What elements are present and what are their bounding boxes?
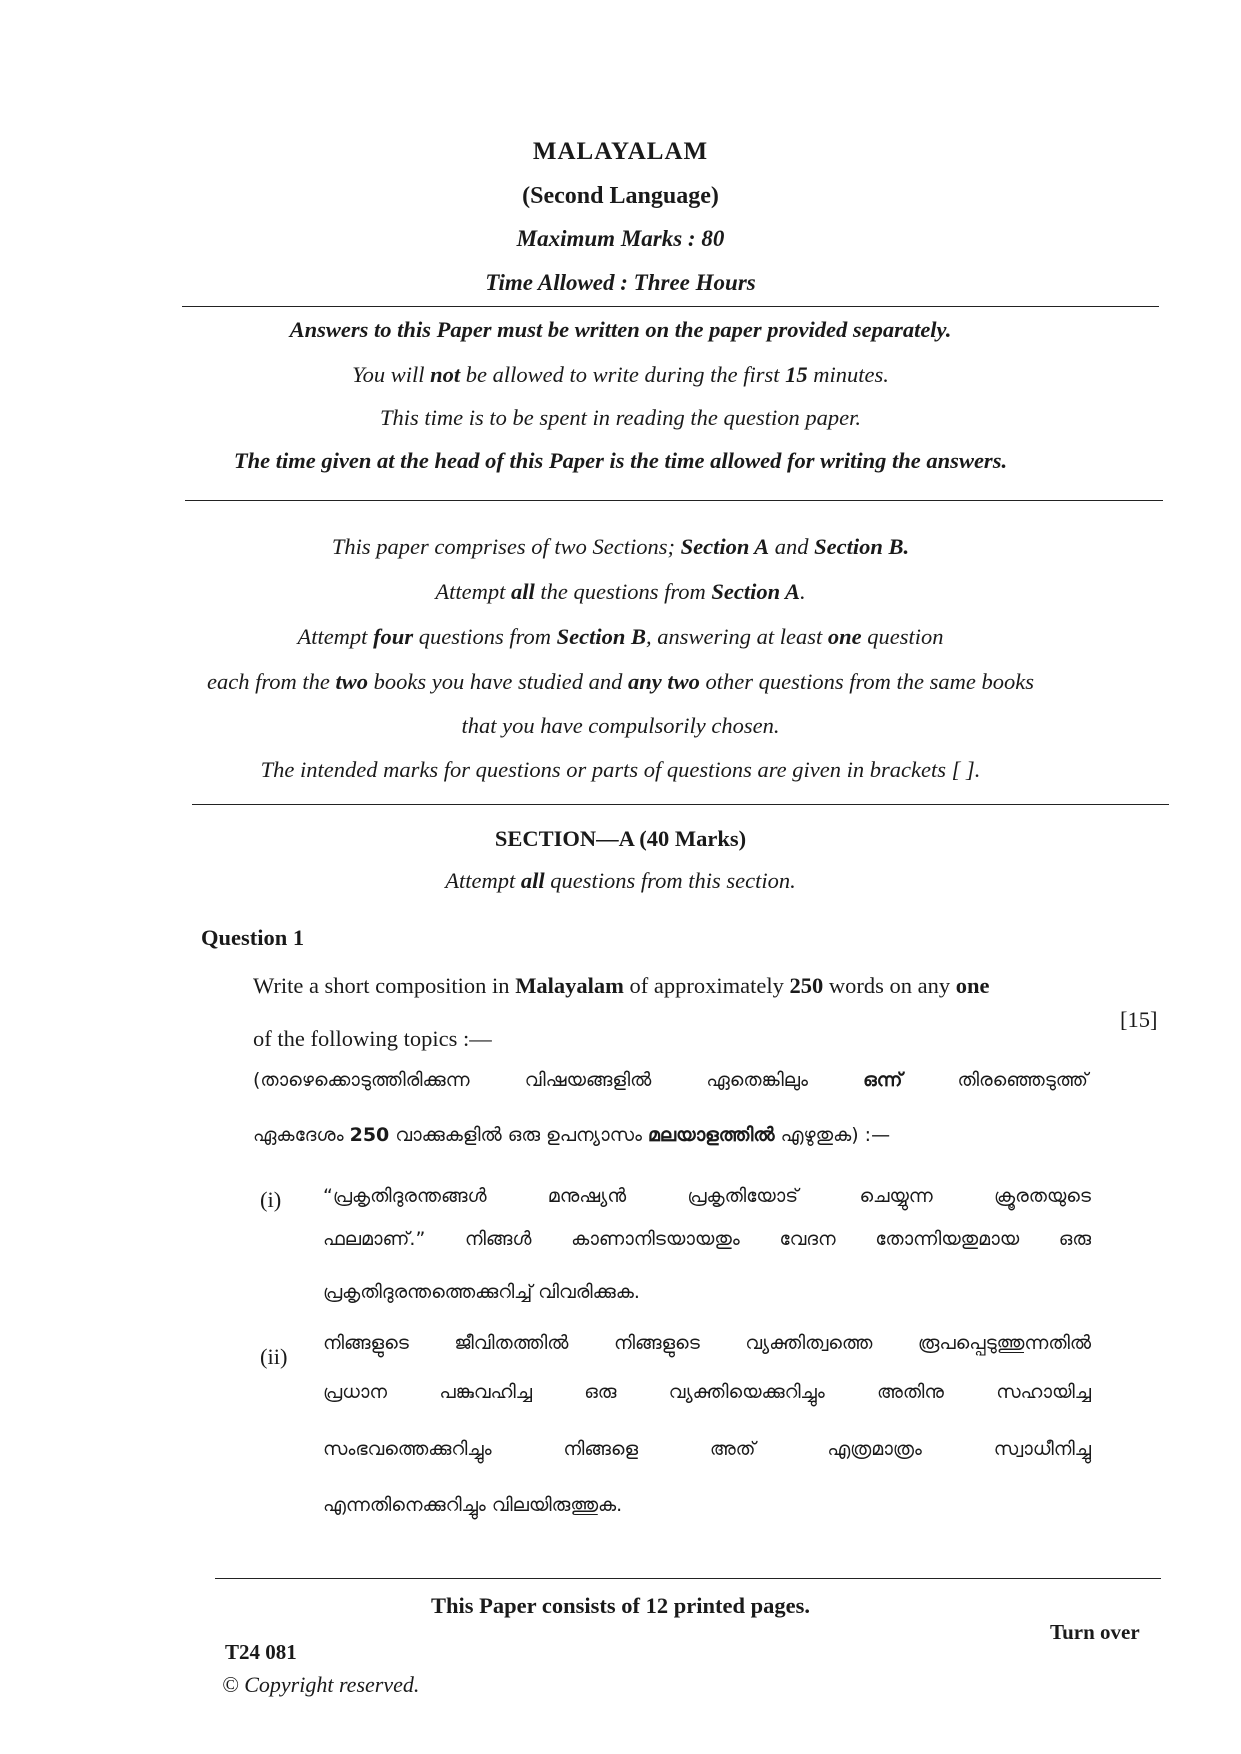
instruction-reading-time: You will not be allowed to write during the first 15 minutes. bbox=[352, 362, 889, 387]
maximum-marks: Maximum Marks : 80 bbox=[516, 226, 725, 251]
section-a-subtitle: Attempt all questions from this section. bbox=[445, 868, 796, 893]
question-1-malayalam-line-1: (താഴെക്കൊടുത്തിരിക്കുന്ന വിഷയങ്ങളിൽ ഏതെങ്കിലും ഒന്ന് തിരഞ്ഞെടുത്ത് bbox=[253, 1069, 1088, 1091]
paper-subtitle: (Second Language) bbox=[522, 183, 719, 209]
topic-ii-line-4: എന്നതിനെക്കുറിച്ചും വിലയിരുത്തുക. bbox=[323, 1494, 623, 1516]
topic-ii-line-3: സംഭവത്തെക്കുറിച്ചും നിങ്ങളെ അത് എത്രമാത്രം സ്വാധീനിച്ചു bbox=[323, 1438, 1091, 1460]
topic-i-label: (i) bbox=[260, 1187, 282, 1212]
topic-i-line-2: ഫലമാണ്.” നിങ്ങൾ കാണാനിടയായതും വേദന തോന്നിയതുമായ ഒരു bbox=[323, 1228, 1091, 1250]
section-a-title: SECTION—A (40 Marks) bbox=[494, 826, 747, 851]
topic-i-line-1: “പ്രകൃതിദുരന്തങ്ങൾ മനുഷ്യൻ പ്രകൃതിയോട് ചെയ്യുന്ന ക്രൂരതയുടെ bbox=[323, 1185, 1091, 1207]
instruction-marks-brackets: The intended marks for questions or parts of questions are given in brackets [ ]. bbox=[260, 757, 981, 782]
divider-2 bbox=[185, 500, 1163, 501]
topic-ii-line-1: നിങ്ങളുടെ ജീവിതത്തിൽ നിങ്ങളുടെ വ്യക്തിത്വത്തെ രൂപപ്പെടുത്തുന്നതിൽ bbox=[323, 1332, 1091, 1354]
topic-ii-line-2: പ്രധാന പങ്കുവഹിച്ച ഒരു വ്യക്തിയെക്കുറിച്ചും അതിനു സഹായിച്ച bbox=[323, 1381, 1091, 1403]
turn-over: Turn over bbox=[1050, 1620, 1140, 1644]
topic-ii-label: (ii) bbox=[260, 1344, 288, 1369]
divider-3 bbox=[192, 804, 1169, 805]
question-1-heading: Question 1 bbox=[201, 925, 305, 950]
instruction-section-b: Attempt four questions from Section B, answering at least one question bbox=[297, 624, 944, 649]
footer-divider bbox=[215, 1578, 1161, 1579]
topic-i-line-3: പ്രകൃതിദുരന്തത്തെക്കുറിച്ച് വിവരിക്കുക. bbox=[323, 1281, 640, 1303]
divider-1 bbox=[182, 306, 1159, 307]
question-1-prompt-cont: of the following topics :— bbox=[253, 1026, 492, 1051]
question-1-malayalam-line-2: ഏകദേശം 250 വാക്കുകളിൽ ഒരു ഉപന്യാസം മലയാളത്തിൽ എഴുതുക) :— bbox=[253, 1124, 891, 1146]
question-1-prompt: Write a short composition in Malayalam of approximately 250 words on any one bbox=[253, 973, 990, 998]
instruction-time-writing: The time given at the head of this Paper is the time allowed for writing the answers. bbox=[233, 448, 1008, 473]
footer-page-count: This Paper consists of 12 printed pages. bbox=[431, 1593, 810, 1618]
instruction-sections: This paper comprises of two Sections; Section A and Section B. bbox=[331, 534, 910, 559]
paper-code: T24 081 bbox=[225, 1640, 297, 1664]
copyright-notice: © Copyright reserved. bbox=[222, 1672, 420, 1697]
question-1-marks: [15] bbox=[1120, 1007, 1158, 1032]
instruction-books: each from the two books you have studied and any two other questions from the same books bbox=[206, 669, 1034, 694]
instruction-compulsory: that you have compulsorily chosen. bbox=[461, 713, 780, 738]
instruction-section-a: Attempt all the questions from Section A. bbox=[435, 579, 806, 604]
paper-title: MALAYALAM bbox=[532, 138, 709, 165]
instruction-answers-separate: Answers to this Paper must be written on the paper provided separately. bbox=[289, 317, 952, 342]
time-allowed: Time Allowed : Three Hours bbox=[485, 270, 756, 295]
instruction-reading-note: This time is to be spent in reading the question paper. bbox=[379, 405, 861, 430]
